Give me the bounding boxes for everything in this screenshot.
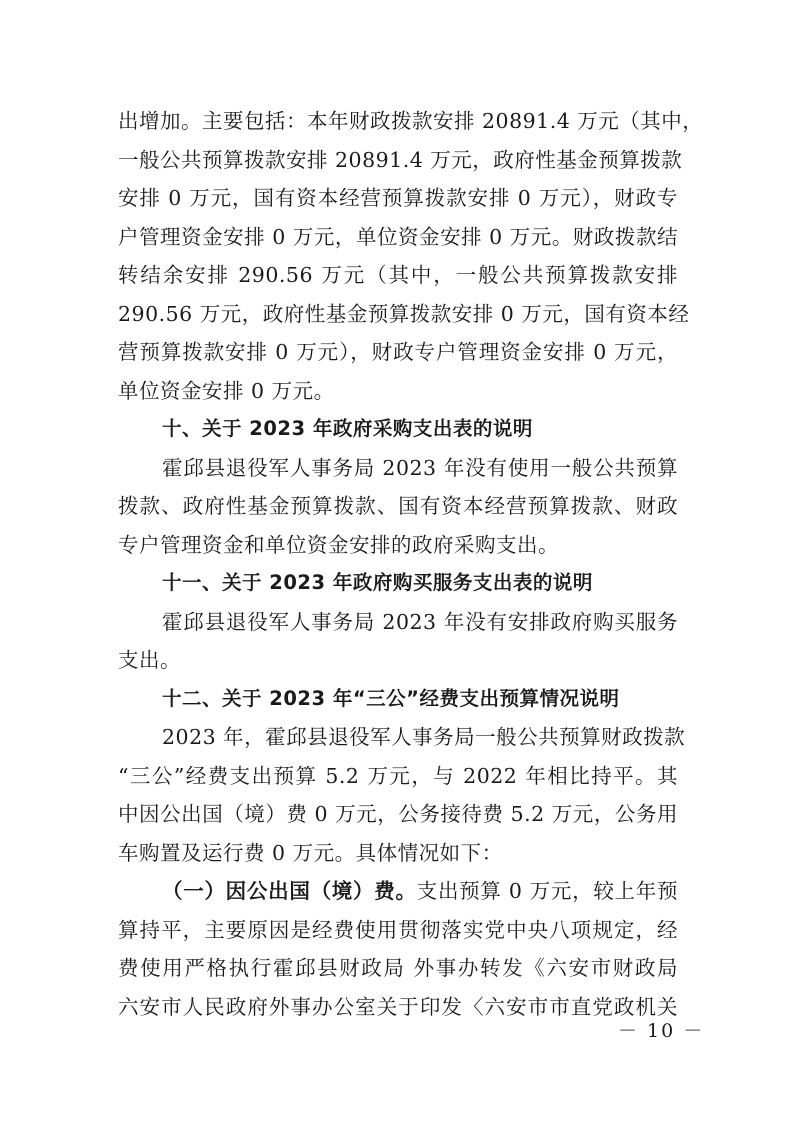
body-line: 费使用严格执行霍邱县财政局 外事办转发《六安市财政局 <box>118 956 678 980</box>
section-heading: 十、关于 2023 年政府采购支出表的说明 <box>162 417 533 440</box>
body-line: 拨款、政府性基金预算拨款、国有资本经营预算拨款、财政 <box>118 494 678 518</box>
subsection-text: 支出预算 0 万元，较上年预 <box>416 879 679 903</box>
page-number: － 10 － <box>618 1020 705 1042</box>
section-heading: 十二、关于 2023 年“三公”经费支出预算情况说明 <box>162 686 620 710</box>
body-line: 六安市人民政府外事办公室关于印发〈六安市市直党政机关 <box>118 994 678 1019</box>
body-line: 单位资金安排 0 万元。 <box>118 378 335 403</box>
section-heading: 十一、关于 2023 年政府购买服务支出表的说明 <box>162 571 593 594</box>
body-line: 霍邱县退役军人事务局 2023 年没有使用一般公共预算 <box>162 455 678 480</box>
document-body <box>118 102 704 1026</box>
body-line: 出增加。主要包括：本年财政拨款安排 20891.4 万元（其中， <box>118 109 704 133</box>
body-line: 安排 0 万元，国有资本经营预算拨款安排 0 万元），财政专 <box>118 186 678 210</box>
body-line: 一般公共预算拨款安排 20891.4 万元，政府性基金预算拨款 <box>118 147 683 172</box>
body-line: 转结余安排 290.56 万元（其中，一般公共预算拨款安排 <box>118 263 678 287</box>
body-line: 2023 年，霍邱县退役军人事务局一般公共预算财政拨款 <box>162 725 686 749</box>
body-line: 霍邱县退役军人事务局 2023 年没有安排政府购买服务 <box>162 609 678 634</box>
body-line: 户管理资金安排 0 万元，单位资金安排 0 万元。财政拨款结 <box>118 224 678 249</box>
subsection-first-line <box>118 872 678 911</box>
subsection-label: （一）因公出国（境）费。 <box>162 879 417 903</box>
body-line: 营预算拨款安排 0 万元），财政专户管理资金安排 0 万元， <box>118 340 678 364</box>
body-line: 算持平，主要原因是经费使用贯彻落实党中央八项规定，经 <box>118 917 678 942</box>
body-line: 支出。 <box>118 648 181 672</box>
body-line: 中因公出国（境）费 0 万元，公务接待费 5.2 万元，公务用 <box>118 802 678 826</box>
body-line: “三公”经费支出预算 5.2 万元，与 2022 年相比持平。其 <box>118 763 678 788</box>
body-line: 车购置及运行费 0 万元。具体情况如下： <box>118 840 503 865</box>
body-line: 290.56 万元，政府性基金预算拨款安排 0 万元，国有资本经 <box>118 301 690 326</box>
body-line: 专户管理资金和单位资金安排的政府采购支出。 <box>118 532 559 557</box>
